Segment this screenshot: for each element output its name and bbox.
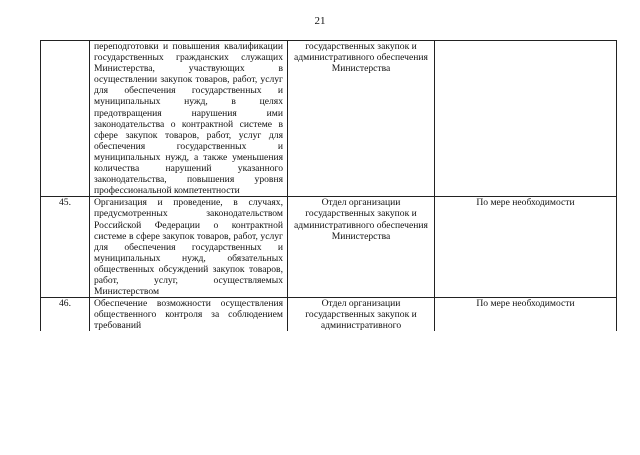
deadline: По мере необходимости — [476, 197, 575, 209]
deadline: По мере необходимости — [476, 298, 575, 310]
measure-description-cell — [90, 41, 288, 197]
row-number: 45. — [59, 197, 71, 209]
deadline-cell — [435, 197, 617, 298]
page-number: 21 — [314, 15, 326, 27]
row-number: 46. — [59, 298, 71, 310]
row-number-cell — [41, 298, 90, 332]
row-number-cell — [41, 197, 90, 298]
measure-description: переподготовки и повышения квалификации государственных гражданских служащих Министерства, участвующих в осуществлении закупок товаров, работ, услуг для обеспечения государственных и муниципальных нужд, в целях предотвращения нарушения ими законодательства о контрактной системе в сфере закупок товаров, работ, услуг для обеспечения государственных и муниципальных нужд, а также уменьшения количества нарушений указанного законодательства, повышения уровня профессиональной компетентности — [94, 41, 283, 197]
responsible-department: государственных закупок и административного обеспечения Министерства — [294, 41, 428, 75]
deadline-cell — [435, 298, 617, 332]
row-number-cell — [41, 41, 90, 197]
responsible-department-cell — [288, 298, 435, 332]
measure-description: Организация и проведение, в случаях, предусмотренных законодательством Российской Федерации о контрактной системе в сфере закупок товаров, работ, услуг для обеспечения государственных и муниципальных нужд, обязательных общественных обсуждений закупок товаров, работ, услуг, осуществляемых Министерством — [94, 197, 283, 298]
deadline-cell — [435, 41, 617, 197]
measure-description: Обеспечение возможности осуществления общественного контроля за соблюдением требований — [94, 298, 283, 332]
table-row — [41, 298, 617, 332]
table-row — [41, 197, 617, 298]
measures-table — [40, 40, 617, 331]
measure-description-cell — [90, 197, 288, 298]
responsible-department-cell — [288, 197, 435, 298]
responsible-department: Отдел организации государственных закупок и административного — [305, 298, 417, 332]
table-row — [41, 41, 617, 197]
measure-description-cell — [90, 298, 288, 332]
responsible-department: Отдел организации государственных закупок и административного обеспечения Министерства — [294, 197, 428, 242]
responsible-department-cell — [288, 41, 435, 197]
